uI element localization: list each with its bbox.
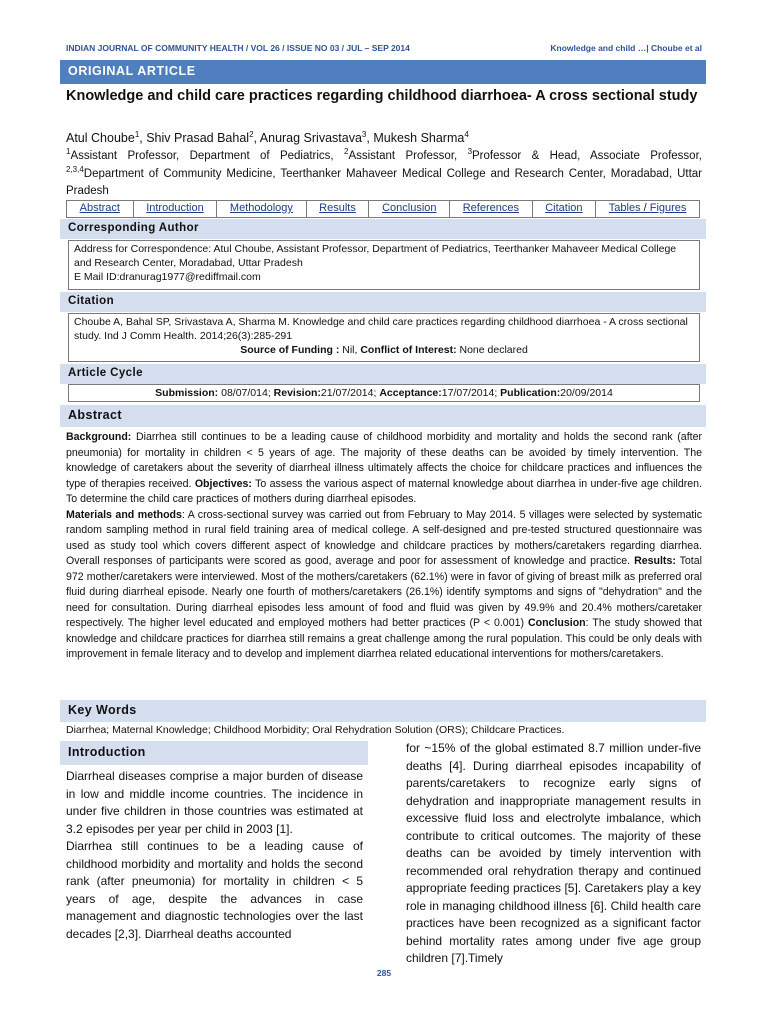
nav-link-references[interactable]: References [450, 201, 533, 217]
corresponding-author-heading: Corresponding Author [60, 219, 706, 239]
intro-paragraph: Diarrhea still continues to be a leading cause of childhood morbidity and mortality and holds the second rank (after pneumonia) for mortality in children < 5 years of age, despite the advances in case management and diagnostic technologies over the last decades [2,3]. Diarrheal deaths accounted [66, 839, 363, 941]
section-nav [66, 200, 700, 218]
article-cycle-heading: Article Cycle [60, 364, 706, 384]
conflict-value: None declared [456, 344, 528, 356]
citation-heading: Citation [60, 292, 706, 312]
affiliation-mark: 2 [343, 147, 349, 157]
conclusion-label: Conclusion [527, 617, 586, 629]
methods-label: Materials and methods [66, 508, 182, 521]
nav-link-results[interactable]: Results [307, 201, 370, 217]
conflict-label: Conflict of Interest: [360, 344, 457, 356]
author-name: Shiv Prasad Bahal [146, 131, 250, 145]
nav-cell-tables-figures [596, 201, 699, 217]
conclusion-text: : The study showed that knowledge and childcare practices for diarrhea still remains a great challenge among the rural population. This could be only deals with improvement in female literacy and to develop and implement diarrhea related educational interventions for mothers/caretakers. [66, 617, 702, 660]
author-name: Atul Choube [66, 131, 135, 145]
journal-citation-header: INDIAN JOURNAL OF COMMUNITY HEALTH / VOL 26 / ISSUE NO 03 / JUL – SEP 2014 [66, 43, 410, 53]
nav-link-tables[interactable]: Tables [608, 202, 641, 214]
nav-link-conclusion[interactable]: Conclusion [369, 201, 450, 217]
article-title: Knowledge and child care practices regarding childhood diarrhoea- A cross sectional study [66, 88, 698, 104]
nav-link-introduction[interactable]: Introduction [134, 201, 218, 217]
affiliation-text: Assistant Professor, Department of Pediatrics, [70, 150, 344, 162]
abstract-paragraph [66, 430, 702, 508]
introduction-right-column [406, 740, 701, 968]
introduction-heading: Introduction [60, 741, 368, 765]
publication-date: 20/09/2014 [560, 387, 613, 399]
intro-paragraph: for ~15% of the global estimated 8.7 million under-five deaths [4]. During diarrheal episodes incapability of parents/caretakers to recognize early signs of dehydration and inappropriate management results in excessive fluid loss and electrolyte imbalance, which contribute to critical outcomes. The majority of these deaths can be avoided by timely intervention with recommended oral rehydration therapy and continued appropriate feeding practices [5]. Caretakers play a key role in managing childhood illness [6]. Child health care practices have been recognized as a significant factor behind mortality rates among under five age group children [7].Timely [406, 741, 701, 965]
correspondence-address: Address for Correspondence: Atul Choube, Assistant Professor, Department of Pediatrics, Teerthanker Mahaveer Medical College and Research Center, Moradabad, Uttar Pradesh [74, 243, 677, 269]
objectives-label: Objectives: [194, 477, 252, 490]
correspondence-box [68, 240, 700, 290]
nav-link-citation[interactable]: Citation [533, 201, 597, 217]
objectives-text: To assess the various aspect of maternal knowledge about diarrhea in under-five age children. To determine the child care practices of mothers during diarrheal episodes. [66, 477, 702, 505]
page-number: 285 [376, 968, 392, 978]
acceptance-date: 17/07/2014; [441, 387, 501, 399]
revision-label: Revision: [273, 387, 321, 399]
nav-link-abstract[interactable]: Abstract [67, 201, 134, 217]
keywords-heading: Key Words [60, 700, 706, 722]
running-title: Knowledge and child …| Choube et al [550, 43, 702, 53]
citation-box [68, 313, 700, 362]
keywords-text: Diarrhea; Maternal Knowledge; Childhood Morbidity; Oral Rehydration Solution (ORS); Childcare Practices. [66, 724, 565, 736]
results-label: Results: [634, 555, 676, 567]
intro-paragraph: Diarrheal diseases comprise a major burden of disease in low and middle income countries. The incidence in under five children in those countries was estimated at 3.2 episodes per year per child in 2003 [1]. [66, 769, 363, 836]
funding-value: Nil, [339, 344, 361, 356]
affiliation-text: Professor & Head, Associate Professor, [472, 150, 702, 162]
article-cycle-box [68, 384, 700, 402]
background-label: Background: [66, 431, 132, 443]
affiliation-mark: 3 [467, 147, 473, 157]
author-affiliation-mark: 2 [249, 129, 254, 139]
nav-link-figures[interactable]: Figures [649, 202, 687, 214]
publication-label: Publication: [500, 387, 561, 399]
citation-text: Choube A, Bahal SP, Srivastava A, Sharma M. Knowledge and child care practices regarding childhood diarrhoea - A cross sectional study. Ind J Comm Health. 2014;26(3):285-291 [74, 316, 688, 342]
affiliation-mark: 1 [66, 147, 71, 157]
affiliation-mark: 2,3,4 [66, 164, 84, 174]
author-affiliation-mark: 1 [134, 129, 140, 139]
background-text: Diarrhea still continues to be a leading cause of childhood morbidity and mortality and holds the second rank (after pneumonia) for mortality in children < 5 years of age. The majority of these deaths can be avoided by timely intervention. The knowledge of caretakers about the severity of diarrheal illness ultimately affects the choice for childcare practices and influences the type of therapies received. [66, 431, 702, 490]
author-affiliation-mark: 4 [464, 129, 469, 139]
author-name: Anurag Srivastava [259, 131, 362, 145]
acceptance-label: Acceptance: [379, 387, 442, 399]
submission-label: Submission: [155, 387, 219, 399]
nav-link-methodology[interactable]: Methodology [217, 201, 306, 217]
abstract-paragraph [66, 508, 702, 663]
methods-text: : A cross-sectional survey was carried out from February to May 2014. 5 villages were selected by systematic random sampling method in rural field training area of medical college. A self-designed and pre-tested structured questionnaire was used as study tool which covers different aspect of knowledge and childcare practices by mothers/caretakers regarding diarrhea. Overall responses of participants were scored as good, average and poor for assessment of knowledge and practice. [66, 508, 702, 567]
abstract-body [66, 430, 702, 663]
results-text: Total 972 mother/caretakers were interviewed. Most of the mothers/caretakers (62.1%) were in favor of giving of breast milk as preferred oral fluid during diarrheal episode. Nearly one fourth of mothers/caretakers (26.1%) identify symptoms and signs of "dehydration" and the need for consultation. During diarrheal episodes less amount of food and fluid was given by 49.9% and 20.4% mothers/caretaker respectively. The higher level educated and employed mothers had better practices (P < 0.001) [66, 555, 702, 629]
affiliation-text: Assistant Professor, [348, 150, 468, 162]
submission-date: 08/07/014; [218, 387, 274, 399]
correspondence-email: E Mail ID:dranurag1977@rediffmail.com [74, 271, 261, 283]
nav-separator: / [640, 202, 650, 214]
funding-line [74, 343, 694, 357]
author-affiliation-mark: 3 [361, 129, 367, 139]
author-list: Atul Choube$^1$, Shiv Prasad Bahal$^2$, Anurag Srivastava$^3$, Mukesh Sharma$^4$ [66, 129, 469, 145]
funding-label: Source of Funding : [240, 344, 340, 356]
article-type-banner: ORIGINAL ARTICLE [60, 60, 706, 84]
author-name: Mukesh Sharma [373, 131, 465, 145]
revision-date: 21/07/2014; [320, 387, 380, 399]
affiliation-text: Department of Community Medicine, Teerthanker Mahaveer Medical College and Research Center, Moradabad, Uttar Pradesh [66, 167, 702, 197]
running-head [66, 43, 702, 57]
affiliations [66, 148, 702, 201]
introduction-left-column [66, 768, 363, 943]
abstract-heading: Abstract [60, 405, 706, 427]
